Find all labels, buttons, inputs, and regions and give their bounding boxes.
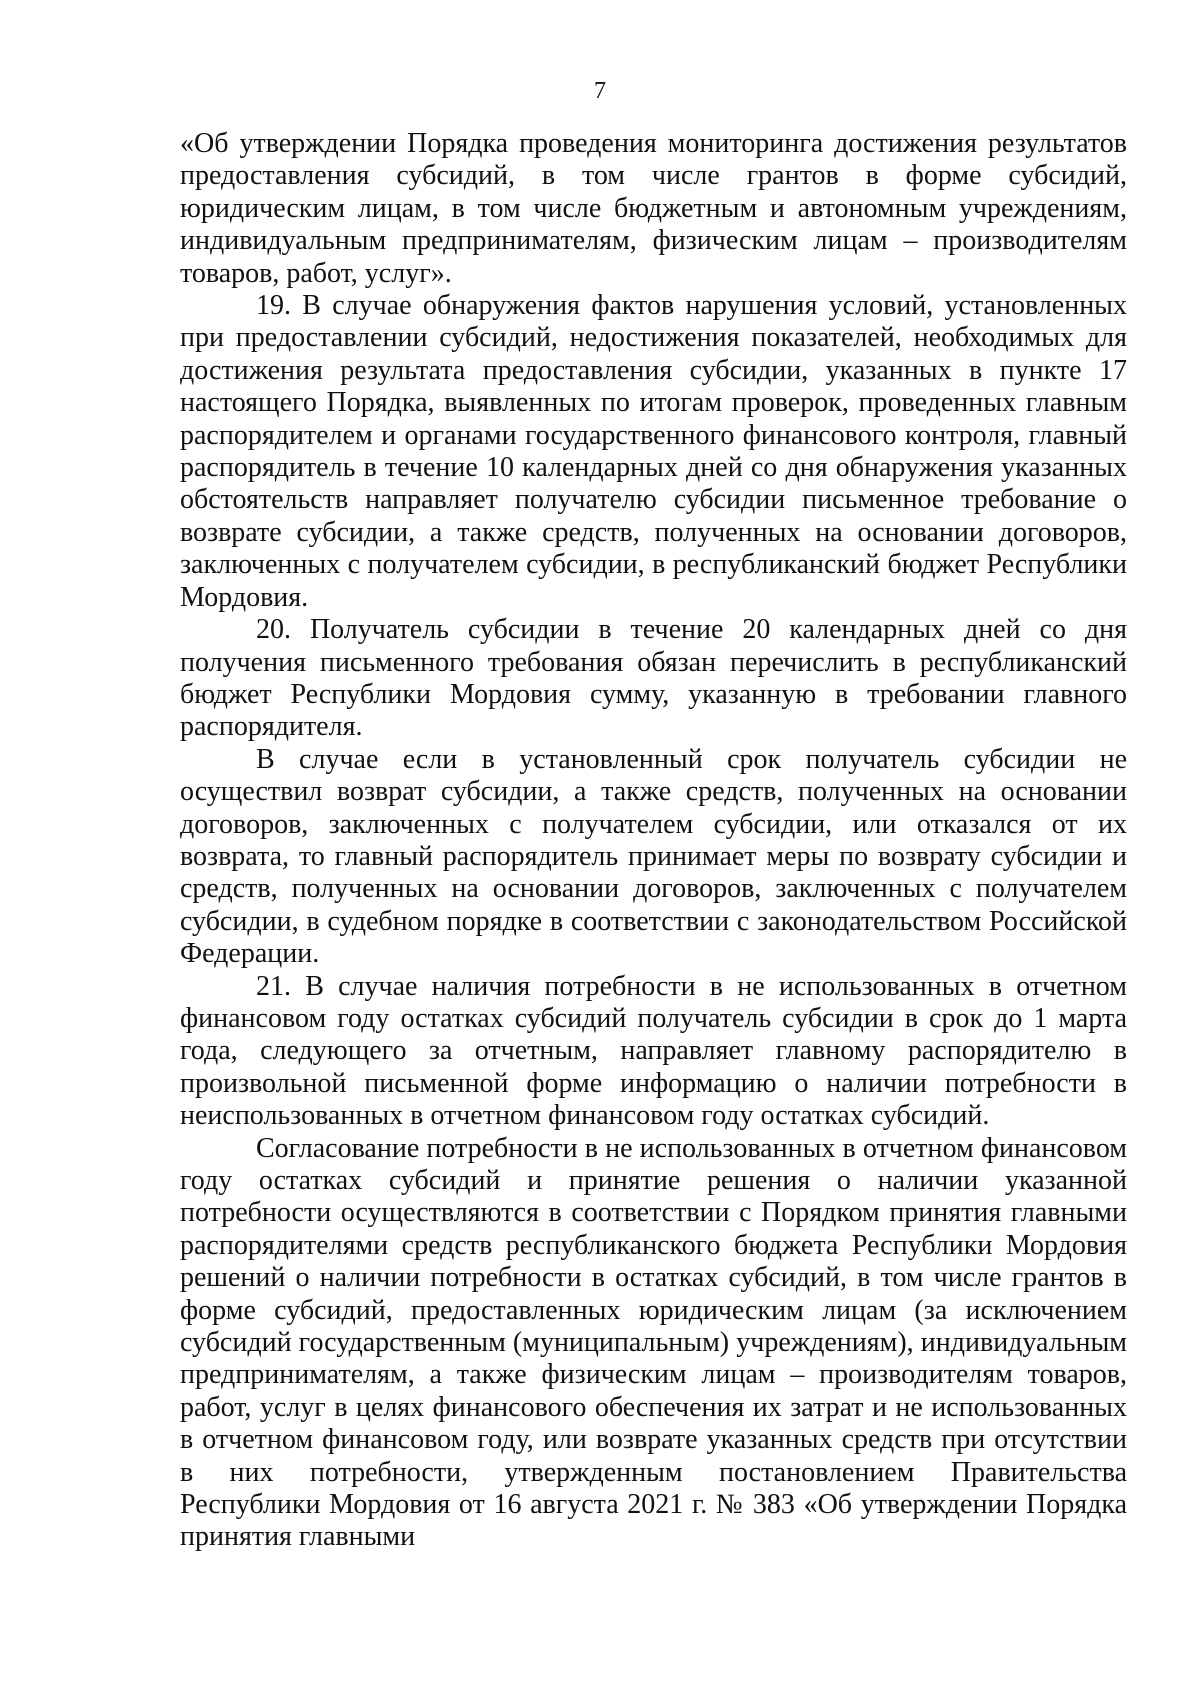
paragraph-approval-procedure: Согласование потребности в не использованных в отчетном финансовом году остатках субсидий и принятие решения о наличии указанной потребности осуществляются в соответствии с Порядком принятия главными распорядителями средств республиканского бюджета Республики Мордовия решений о наличии потребности в остатках субсидий, в том числе грантов в форме субсидий, предоставленных юридическим лицам (за исключением субсидий государственным (муниципальным) учреждениям), индивидуальным предпринимателям, а также физическим лицам – производителям товаров, работ, услуг в целях финансового обеспечения их затрат и не использованных в отчетном финансовом году, или возврате указанных средств при отсутствии в них потребности, утвержденным постановлением Правительства Республики Мордовия от 16 августа 2021 г. № 383 «Об утверждении Порядка принятия главными bbox=[180, 1132, 1127, 1553]
paragraph-item-21: 21. В случае наличия потребности в не использованных в отчетном финансовом году остатках субсидий получатель субсидии в срок до 1 марта года, следующего за отчетным, направляет главному распорядителю в произвольной письменной форме информацию о наличии потребности в неиспользованных в отчетном финансовом году остатках субсидий. bbox=[180, 970, 1127, 1132]
document-body bbox=[180, 128, 1127, 1554]
paragraph-continuation: «Об утверждении Порядка проведения мониторинга достижения результатов предоставления субсидий, в том числе грантов в форме субсидий, юридическим лицам, в том числе бюджетным и автономным учреждениям, индивидуальным предпринимателям, физическим лицам – производителям товаров, работ, услуг». bbox=[180, 128, 1127, 289]
page-number: 7 bbox=[594, 78, 606, 104]
paragraph-refund-failure: В случае если в установленный срок получатель субсидии не осуществил возврат субсидии, а также средств, полученных на основании договоров, заключенных с получателем субсидии, или отказался от их возврата, то главный распорядитель принимает меры по возврату субсидии и средств, полученных на основании договоров, заключенных с получателем субсидии, в судебном порядке в соответствии с законодательством Российской Федерации. bbox=[180, 743, 1127, 970]
paragraph-item-20: 20. Получатель субсидии в течение 20 календарных дней со дня получения письменного требования обязан перечислить в республиканский бюджет Республики Мордовия сумму, указанную в требовании главного распорядителя. bbox=[180, 614, 1127, 743]
paragraph-item-19: 19. В случае обнаружения фактов нарушения условий, установленных при предоставлении субсидий, недостижения показателей, необходимых для достижения результата предоставления субсидии, указанных в пункте 17 настоящего Порядка, выявленных по итогам проверок, проведенных главным распорядителем и органами государственного финансового контроля, главный распорядитель в течение 10 календарных дней со дня обнаружения указанных обстоятельств направляет получателю субсидии письменное требование о возврате субсидии, а также средств, полученных на основании договоров, заключенных с получателем субсидии, в республиканский бюджет Республики Мордовия. bbox=[180, 290, 1127, 613]
